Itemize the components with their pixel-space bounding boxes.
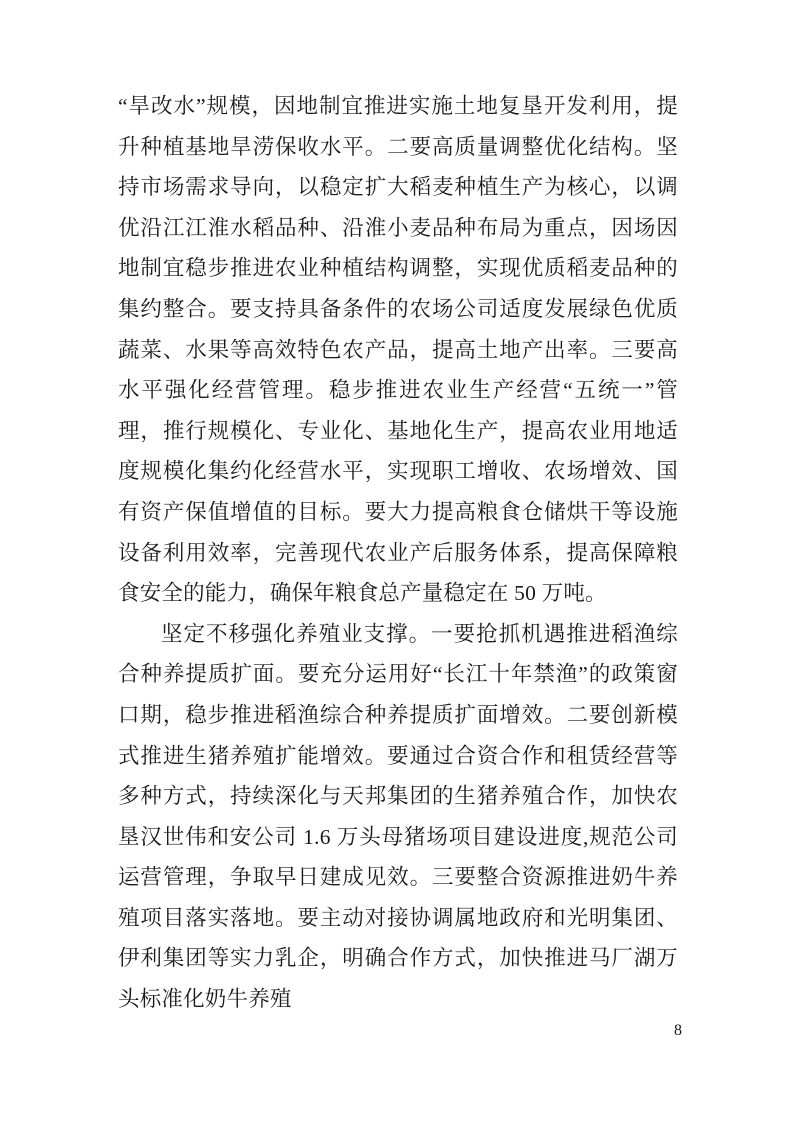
- document-body: [118, 86, 678, 1020]
- paragraph-1: “旱改水”规模，因地制宜推进实施土地复垦开发利用，提升种植基地旱涝保收水平。二要高质量调整优化结构。坚持市场需求导向，以稳定扩大稻麦种植生产为核心，以调优沿江江淮水稻品种、沿淮小麦品种布局为重点，因场因地制宜稳步推进农业种植结构调整，实现优质稻麦品种的集约整合。要支持具备条件的农场公司适度发展绿色优质蔬菜、水果等高效特色农产品，提高土地产出率。三要高水平强化经营管理。稳步推进农业生产经营“五统一”管理，推行规模化、专业化、基地化生产，提高农业用地适度规模化集约化经营水平，实现职工增收、农场增效、国有资产保值增值的目标。要大力提高粮食仓储烘干等设施设备利用效率，完善现代农业产后服务体系，提高保障粮食安全的能力，确保年粮食总产量稳定在 50 万吨。: [118, 94, 678, 606]
- page-number: 8: [674, 1022, 682, 1039]
- paragraph-2: 坚定不移强化养殖业支撑。一要抢抓机遇推进稻渔综合种养提质扩面。要充分运用好“长江十年禁渔”的政策窗口期，稳步推进稻渔综合种养提质扩面增效。二要创新模式推进生猪养殖扩能增效。要通过合资合作和租赁经营等多种方式，持续深化与天邦集团的生猪养殖合作，加快农垦汉世伟和安公司 1.6 万头母猪场项目建设进度,规范公司运营管理，争取早日建成见效。三要整合资源推进奶牛养殖项目落实落地。要主动对接协调属地政府和光明集团、伊利集团等实力乳企，明确合作方式，加快推进马厂湖万头标准化奶牛养殖: [118, 621, 678, 1012]
